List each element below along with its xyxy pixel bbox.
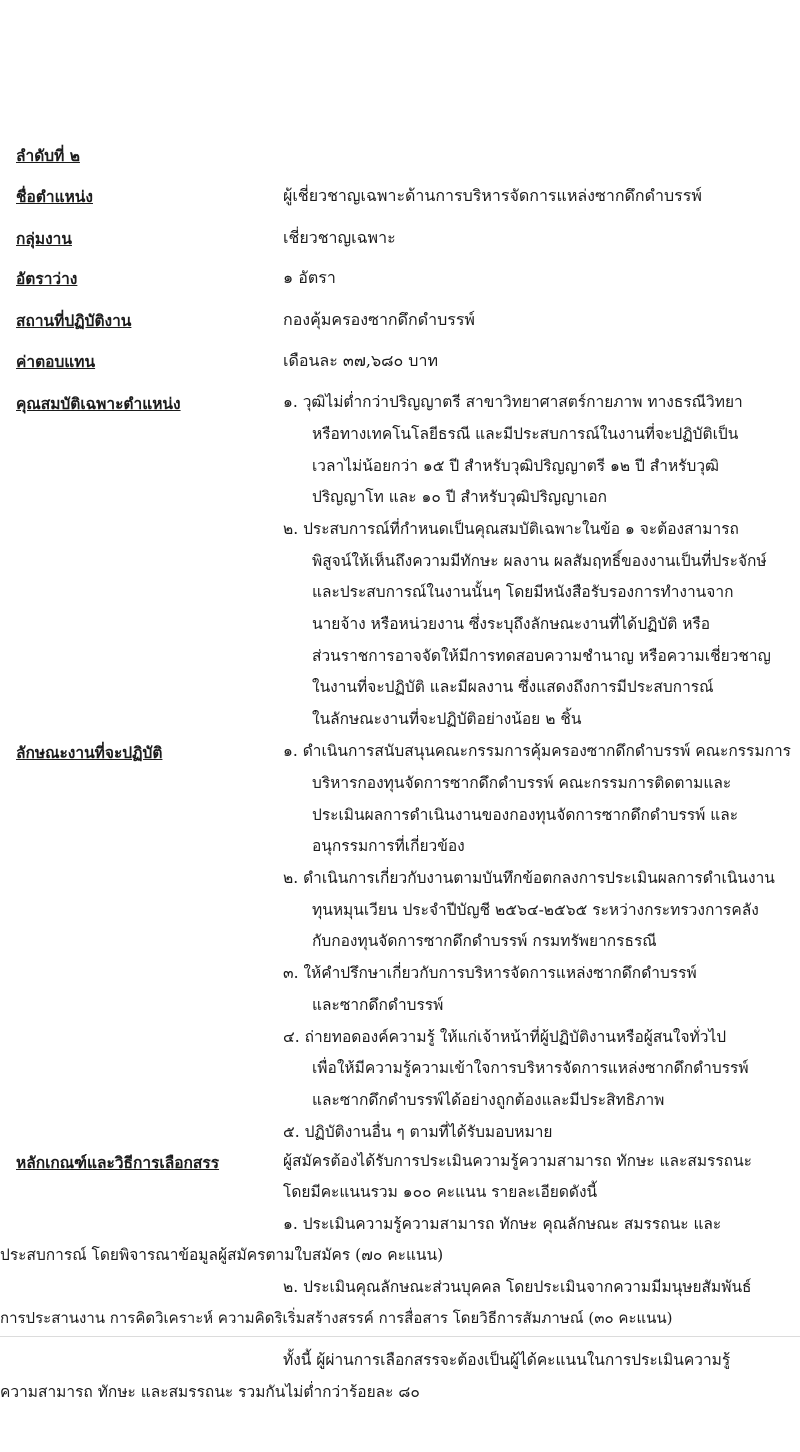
rate-label: อัตราว่าง	[16, 269, 78, 288]
selection-label: หลักเกณฑ์และวิธีการเลือกสรร	[16, 1153, 220, 1172]
qualification-line: หรือทางเทคโนโลยีธรณี และมีประสบการณ์ในงานที่จะปฏิบัติเป็น	[312, 425, 739, 443]
pay-label: ค่าตอบแทน	[16, 352, 96, 371]
duty-line: และซากดึกดำบรรพ์ได้อย่างถูกต้องและมีประสิทธิภาพ	[312, 1091, 665, 1109]
selection-item-2-cont: การประสานงาน การคิดวิเคราะห์ ความคิดริเริ่มสร้างสรรค์ การสื่อสาร โดยวิธีการสัมภาษณ์ (๓๐ คะแนน)	[0, 1309, 673, 1327]
workplace-label: สถานที่ปฏิบัติงาน	[16, 311, 132, 330]
position-label: ชื่อตำแหน่ง	[16, 187, 93, 206]
workplace-value: กองคุ้มครองซากดึกดำบรรพ์	[283, 310, 475, 329]
duty-line: เพื่อให้มีความรู้ความเข้าใจการบริหารจัดการแหล่งซากดึกดำบรรพ์	[312, 1059, 749, 1077]
selection-final-cont: ความสามารถ ทักษะ และสมรรถนะ รวมกันไม่ต่ำกว่าร้อยละ ๘๐	[0, 1383, 420, 1401]
selection-final: ทั้งนี้ ผู้ผ่านการเลือกสรรจะต้องเป็นผู้ได้คะแนนในการประเมินความรู้	[283, 1351, 731, 1369]
selection-intro-line: โดยมีคะแนนรวม ๑๐๐ คะแนน รายละเอียดดังนี้	[283, 1183, 598, 1201]
qualification-line: พิสูจน์ให้เห็นถึงความมีทักษะ ผลงาน ผลสัมฤทธิ์ของงานเป็นที่ประจักษ์	[312, 552, 767, 570]
selection-item-2: ๒. ประเมินคุณลักษณะส่วนบุคคล โดยประเมินจากความมีมนุษยสัมพันธ์	[283, 1278, 752, 1296]
qualification-line: และประสบการณ์ในงานนั้นๆ โดยมีหนังสือรับรองการทำงานจาก	[312, 583, 734, 601]
rate-value: ๑ อัตรา	[283, 268, 336, 287]
qualification-line: ในงานที่จะปฏิบัติ และมีผลงาน ซึ่งแสดงถึงการมีประสบการณ์	[312, 678, 714, 696]
duty-line: ๓. ให้คำปรึกษาเกี่ยวกับการบริหารจัดการแหล่งซากดึกดำบรรพ์	[283, 964, 697, 982]
group-label: กลุ่มงาน	[16, 229, 72, 248]
qualification-line: ปริญญาโท และ ๑๐ ปี สำหรับวุฒิปริญญาเอก	[312, 488, 608, 506]
duty-line: ๔. ถ่ายทอดองค์ความรู้ ให้แก่เจ้าหน้าที่ผู้ปฏิบัติงานหรือผู้สนใจทั่วไป	[283, 1028, 727, 1046]
qualification-line: ในลักษณะงานที่จะปฏิบัติอย่างน้อย ๒ ชิ้น	[312, 710, 582, 728]
duty-line: และซากดึกดำบรรพ์	[312, 996, 444, 1014]
selection-item-1-cont: ประสบการณ์ โดยพิจารณาข้อมูลผู้สมัครตามใบสมัคร (๗๐ คะแนน)	[0, 1246, 444, 1264]
qualification-line: ส่วนราชการอาจจัดให้มีการทดสอบความชำนาญ หรือความเชี่ยวชาญ	[312, 647, 771, 665]
duties-label: ลักษณะงานที่จะปฏิบัติ	[16, 743, 163, 762]
qualifications-label: คุณสมบัติเฉพาะตำแหน่ง	[16, 394, 181, 413]
selection-item-1: ๑. ประเมินความรู้ความสามารถ ทักษะ คุณลักษณะ สมรรถนะ และ	[283, 1215, 722, 1233]
qualification-line: ๒. ประสบการณ์ที่กำหนดเป็นคุณสมบัติเฉพาะในข้อ ๑ จะต้องสามารถ	[283, 520, 739, 538]
duty-line: บริหารกองทุนจัดการซากดึกดำบรรพ์ คณะกรรมการติดตามและ	[312, 774, 732, 792]
duty-line: ๒. ดำเนินการเกี่ยวกับงานตามบันทึกข้อตกลงการประเมินผลการดำเนินงาน	[283, 869, 775, 887]
duty-line: ๕. ปฏิบัติงานอื่น ๆ ตามที่ได้รับมอบหมาย	[283, 1123, 553, 1141]
duty-line: ๑. ดำเนินการสนับสนุนคณะกรรมการคุ้มครองซากดึกดำบรรพ์ คณะกรรมการ	[283, 742, 792, 760]
duty-line: ประเมินผลการดำเนินงานของกองทุนจัดการซากดึกดำบรรพ์ และ	[312, 806, 739, 824]
duty-line: อนุกรรมการที่เกี่ยวข้อง	[312, 837, 465, 855]
pay-value: เดือนละ ๓๗,๖๘๐ บาท	[283, 351, 438, 370]
duty-line: ทุนหมุนเวียน ประจำปีบัญชี ๒๕๖๔-๒๕๖๕ ระหว่างกระทรวงการคลัง	[312, 901, 759, 919]
order-label: ลำดับที่ ๒	[16, 146, 80, 165]
position-value: ผู้เชี่ยวชาญเฉพาะด้านการบริหารจัดการแหล่งซากดึกดำบรรพ์	[283, 186, 702, 205]
duty-line: กับกองทุนจัดการซากดึกดำบรรพ์ กรมทรัพยากรธรณี	[312, 932, 657, 950]
group-value: เชี่ยวชาญเฉพาะ	[283, 228, 396, 247]
qualification-line: นายจ้าง หรือหน่วยงาน ซึ่งระบุถึงลักษณะงานที่ได้ปฏิบัติ หรือ	[312, 615, 711, 633]
scan-divider	[0, 1336, 800, 1337]
qualification-line: ๑. วุฒิไม่ต่ำกว่าปริญญาตรี สาขาวิทยาศาสตร์กายภาพ ทางธรณีวิทยา	[283, 393, 743, 411]
selection-intro-line: ผู้สมัครต้องได้รับการประเมินความรู้ความสามารถ ทักษะ และสมรรถนะ	[283, 1152, 752, 1170]
qualification-line: เวลาไม่น้อยกว่า ๑๕ ปี สำหรับวุฒิปริญญาตรี ๑๒ ปี สำหรับวุฒิ	[312, 457, 720, 475]
